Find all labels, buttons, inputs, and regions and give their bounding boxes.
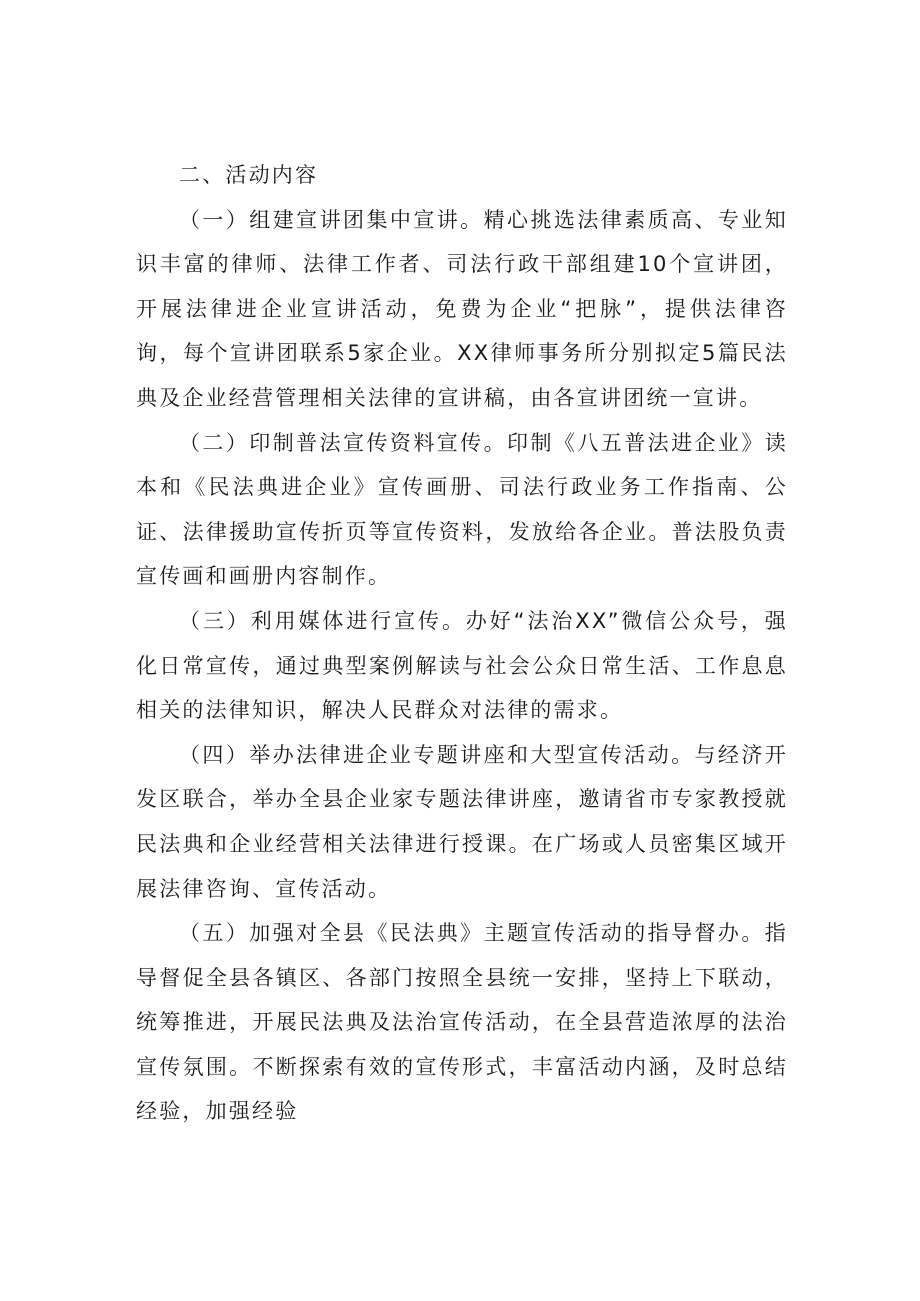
paragraph-5: （五）加强对全县《民法典》主题宣传活动的指导督办。指导督促全县各镇区、各部门按照全县统一安排，坚持上下联动，统筹推进，开展民法典及法治宣传活动，在全县营造浓厚的法治宣传氛围。不断探索有效的宣传形式，丰富活动内涵，及时总结经验，加强经验 [136, 921, 788, 1124]
document-body [136, 153, 788, 1134]
paragraph-1: （一）组建宣讲团集中宣讲。精心挑选法律素质高、专业知识丰富的律师、法律工作者、司法行政干部组建10个宣讲团，开展法律进企业宣讲活动，免费为企业“把脉”，提供法律咨询，每个宣讲团联系5家企业。XX律师事务所分别拟定5篇民法典及企业经营管理相关法律的宣讲稿，由各宣讲团统一宣讲。 [136, 207, 788, 410]
paragraph-2: （二）印制普法宣传资料宣传。印制《八五普法进企业》读本和《民法典进企业》宣传画册、司法行政业务工作指南、公证、法律援助宣传折页等宣传资料，发放给各企业。普法股负责宣传画和画册内容制作。 [136, 430, 788, 589]
section-heading: 二、活动内容 [179, 163, 319, 187]
paragraph-4: （四）举办法律进企业专题讲座和大型宣传活动。与经济开发区联合，举办全县企业家专题法律讲座，邀请省市专家教授就民法典和企业经营相关法律进行授课。在广场或人员密集区域开展法律咨询、宣传活动。 [136, 742, 788, 901]
paragraph-3: （三）利用媒体进行宣传。办好“法治XX”微信公众号，强化日常宣传，通过典型案例解读与社会公众日常生活、工作息息相关的法律知识，解决人民群众对法律的需求。 [136, 608, 788, 723]
